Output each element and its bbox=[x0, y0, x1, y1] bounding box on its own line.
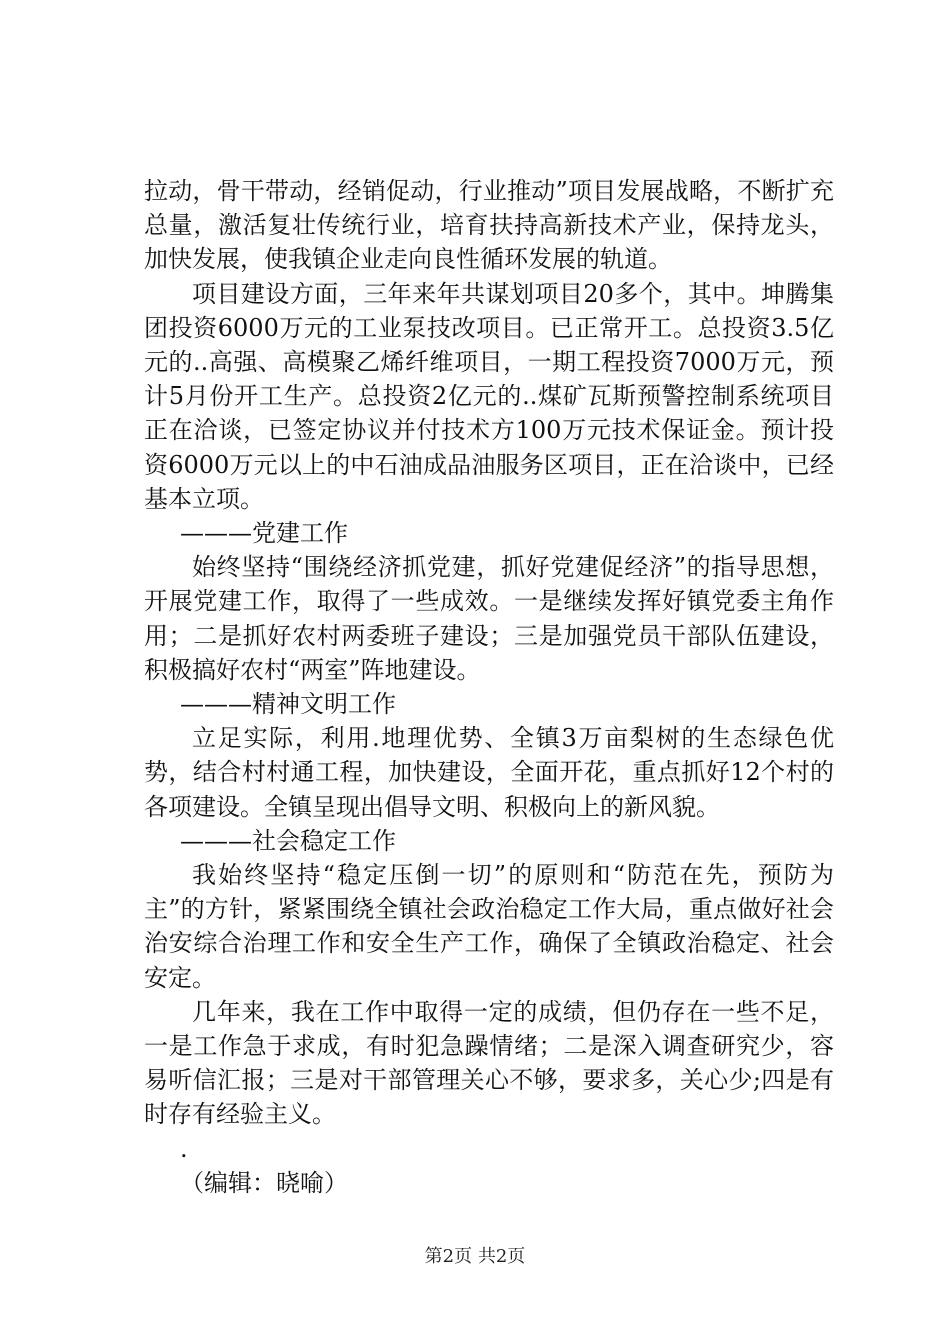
paragraph-civilization: 立足实际，利用.地理优势、全镇3万亩梨树的生态绿色优势，结合村村通工程，加快建设，全面开花，重点抓好12个村的各项建设。全镇呈现出倡导文明、积极向上的新风貌。 bbox=[144, 724, 834, 821]
paragraph-continuation: 拉动，骨干带动，经销促动，行业推动”项目发展战略，不断扩充总量，激活复壮传统行业，培育扶持高新技术产业，保持龙头，加快发展，使我镇企业走向良性循环发展的轨道。 bbox=[144, 177, 834, 274]
paragraph-party-building: 始终坚持“围绕经济抓党建，抓好党建促经济”的指导思想，开展党建工作，取得了一些成效。一是继续发挥好镇党委主角作用；二是抓好农村两委班子建设；三是加强党员干部队伍建设，积极搞好农村“两室”阵地建设。 bbox=[144, 553, 834, 684]
paragraph-project-construction: 项目建设方面，三年来年共谋划项目20多个，其中。坤腾集团投资6000万元的工业泵技改项目。已正常开工。总投资3.5亿元的..高强、高模聚乙烯纤维项目，一期工程投资7000万元，预计5月份开工生产。总投资2亿元的..煤矿瓦斯预警控制系统项目正在洽谈，已签定协议并付技术方100万元技术保证金。预计投资6000万元以上的中石油成品油服务区项目，正在洽谈中，已经基本立项。 bbox=[144, 279, 834, 513]
paragraph-social-stability: 我始终坚持“稳定压倒一切”的原则和“防范在先，预防为主”的方针，紧紧围绕全镇社会政治稳定工作大局，重点做好社会治安综合治理工作和安全生产工作，确保了全镇政治稳定、社会安定。 bbox=[144, 861, 834, 992]
section-heading-civilization: ———精神文明工作 bbox=[180, 690, 396, 719]
paragraph-shortcomings: 几年来，我在工作中取得一定的成绩，但仍存在一些不足，一是工作急于求成，有时犯急躁情绪；二是深入调查研究少，容易听信汇报；三是对干部管理关心不够，要求多，关心少;四是有时存有经验主义。 bbox=[144, 997, 834, 1129]
section-heading-social-stability: ———社会稳定工作 bbox=[180, 826, 396, 855]
document-body bbox=[144, 174, 834, 1200]
stray-dot: . bbox=[180, 1134, 188, 1163]
page-footer: 第2页 共2页 bbox=[424, 1246, 526, 1267]
section-heading-party-building: ———党建工作 bbox=[180, 519, 348, 548]
editor-credit: （编辑：晓喻） bbox=[180, 1168, 348, 1197]
